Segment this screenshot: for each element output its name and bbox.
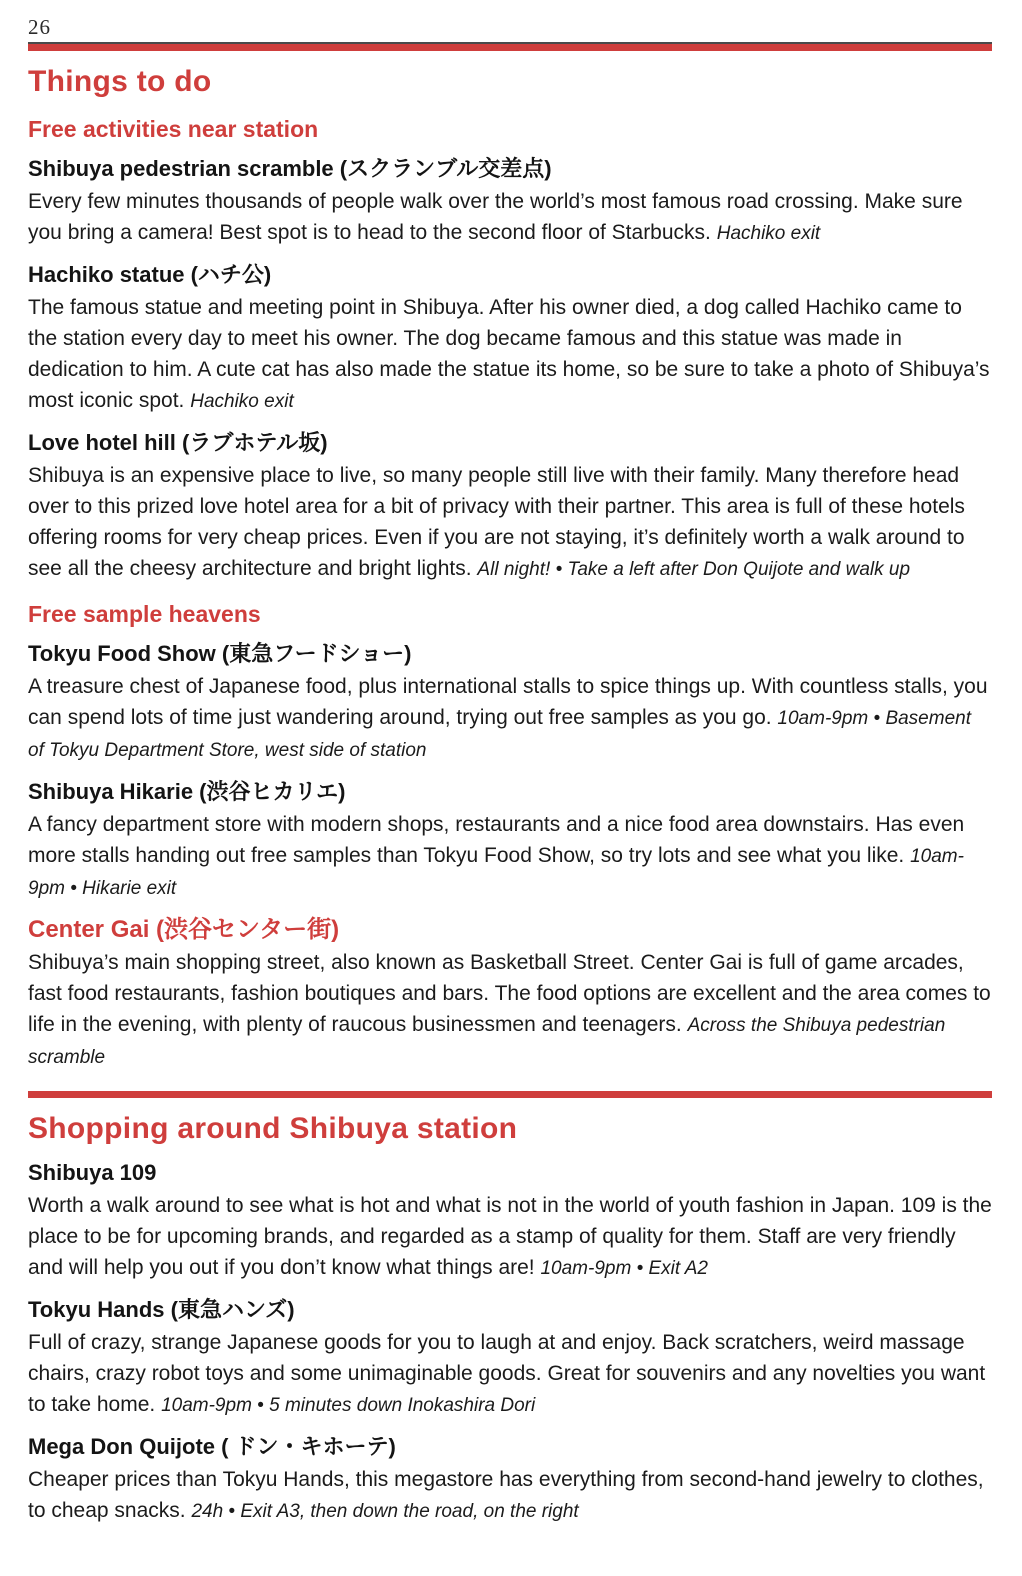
- entry-body: [28, 947, 992, 1073]
- entry-body: [28, 1327, 992, 1421]
- entry-meta: 10am-9pm • Basement of Tokyu Department Store, west side of station: [28, 708, 971, 761]
- entry-description: Shibuya is an expensive place to live, so many people still live with their family. Many therefore head over to this prized love hotel area for a bit of privacy with their partner. This area is full of these hotels offering rooms for very cheap prices. Even if you are not staying, it’s definitely worth a walk around to see all the cheesy architecture and bright lights.: [28, 464, 965, 580]
- entry-body: [28, 186, 992, 249]
- entry-title: Shibuya pedestrian scramble (スクランブル交差点): [28, 156, 552, 181]
- header-rule: [28, 42, 992, 51]
- entry-tokyu-hands: [28, 1295, 992, 1421]
- entry-meta: 10am-9pm • 5 minutes down Inokashira Dori: [161, 1395, 536, 1416]
- entry-title: Tokyu Hands (東急ハンズ): [28, 1297, 295, 1322]
- entry-body: [28, 1464, 992, 1527]
- entry-description: Every few minutes thousands of people walk over the world’s most famous road crossing. Make sure you bring a camera! Best spot is to head to the second floor of Starbucks.: [28, 190, 963, 244]
- entry-body: [28, 1190, 992, 1284]
- entry-meta: Hachiko exit: [190, 391, 294, 412]
- entry-description: Shibuya’s main shopping street, also known as Basketball Street. Center Gai is full of game arcades, fast food restaurants, fashion boutiques and bars. The food options are excellent and the area comes to life in the evening, with plenty of raucous businessmen and teenagers.: [28, 951, 991, 1036]
- entry-center-gai: [28, 915, 992, 1073]
- entry-pedestrian-scramble: [28, 154, 992, 249]
- entry-title: Shibuya Hikarie (渋谷ヒカリエ): [28, 779, 346, 804]
- section-title-things-to-do: Things to do: [28, 65, 212, 98]
- entry-meta: Across the Shibuya pedestrian scramble: [28, 1015, 946, 1068]
- entry-title: Hachiko statue (ハチ公): [28, 262, 272, 287]
- entry-meta: 10am-9pm • Exit A2: [540, 1258, 708, 1279]
- entry-description: Full of crazy, strange Japanese goods for you to laugh at and enjoy. Back scratchers, weird massage chairs, crazy robot toys and some unimaginable goods. Great for souvenirs and any novelties you want to take home.: [28, 1331, 986, 1416]
- entry-meta: All night! • Take a left after Don Quijote and walk up: [477, 559, 911, 580]
- entry-description: The famous statue and meeting point in Shibuya. After his owner died, a dog called Hachiko came to the station every day to meet his owner. The dog became famous and this statue was made in dedication to him. A cute cat has also made the statue its home, so be sure to take a photo of Shibuya’s most iconic spot.: [28, 296, 990, 412]
- entry-hachiko-statue: [28, 260, 992, 417]
- entry-shibuya-hikarie: [28, 777, 992, 904]
- entry-love-hotel-hill: [28, 428, 992, 585]
- entry-meta: Hachiko exit: [716, 223, 821, 244]
- entry-title: Shibuya 109: [28, 1160, 157, 1185]
- entry-description: Worth a walk around to see what is hot and what is not in the world of youth fashion in Japan. 109 is the place to be for upcoming brands, and regarded as a stamp of quality for them. Staff are very friendly and will help you out if you don’t know what things are!: [28, 1194, 992, 1279]
- entry-description: A treasure chest of Japanese food, plus international stalls to spice things up. With countless stalls, you can spend lots of time just wandering around, trying out free samples as you go.: [28, 675, 988, 729]
- entry-title: Tokyu Food Show (東急フードショー): [28, 641, 412, 666]
- entry-mega-don-quijote: [28, 1432, 992, 1527]
- entry-body: [28, 671, 992, 766]
- entry-title: Love hotel hill (ラブホテル坂): [28, 430, 328, 455]
- page-number: 26: [28, 15, 51, 39]
- subsection-title-free-activities: Free activities near station: [28, 116, 319, 142]
- entry-meta: 24h • Exit A3, then down the road, on the right: [191, 1501, 579, 1522]
- entry-title: Mega Don Quijote ( ドン・キホーテ): [28, 1434, 396, 1459]
- entry-title: Center Gai (渋谷センター街): [28, 916, 340, 943]
- entry-body: [28, 292, 992, 417]
- subsection-title-free-samples: Free sample heavens: [28, 601, 261, 627]
- section-divider-rule: [28, 1091, 992, 1098]
- entry-description: Cheaper prices than Tokyu Hands, this megastore has everything from second-hand jewelry to clothes, to cheap snacks.: [28, 1468, 984, 1522]
- entry-tokyu-food-show: [28, 639, 992, 766]
- entry-body: [28, 460, 992, 585]
- entry-body: [28, 809, 992, 904]
- entry-shibuya-109: [28, 1158, 992, 1284]
- entry-meta: 10am-9pm • Hikarie exit: [28, 846, 964, 899]
- section-title-shopping: Shopping around Shibuya station: [28, 1112, 518, 1145]
- entry-description: A fancy department store with modern shops, restaurants and a nice food area downstairs. Has even more stalls handing out free samples than Tokyu Food Show, so try lots and see what you like.: [28, 813, 965, 867]
